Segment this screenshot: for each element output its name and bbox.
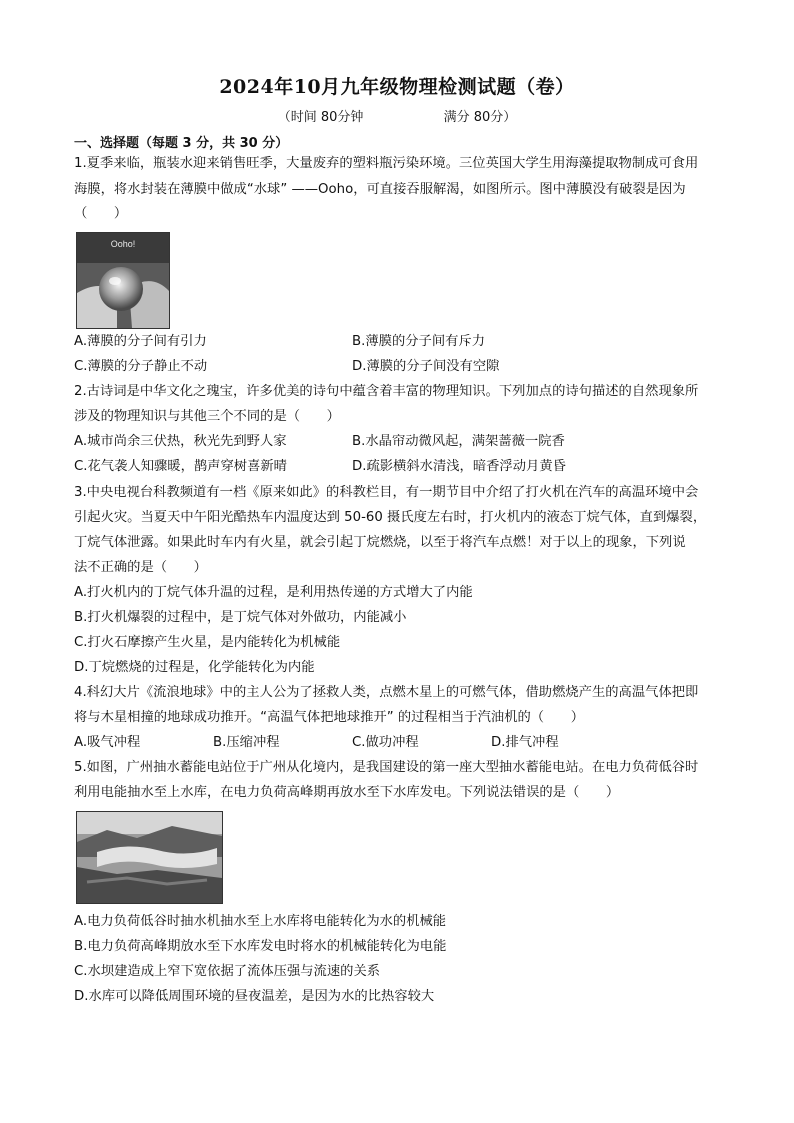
q4-option-b: B.压缩冲程	[213, 735, 280, 750]
q2-line-1: 2.古诗词是中华文化之瑰宝，许多优美的诗句中蕴含着丰富的物理知识。下列加点的诗句描述的自然现象所	[74, 384, 699, 399]
q5-line-1: 5.如图，广州抽水蓄能电站位于广州从化境内，是我国建设的第一座大型抽水蓄能电站。在电力负荷低谷时	[74, 760, 699, 775]
q4-option-d: D.排气冲程	[491, 735, 559, 750]
q4-option-a: A.吸气冲程	[74, 735, 141, 750]
q3-line-2: 引起火灾。当夏天中午阳光酷热车内温度达到 50-60 摄氏度左右时，打火机内的液态丁烷气体，直到爆裂，	[74, 510, 707, 525]
q3-option-d: D.丁烷燃烧的过程是，化学能转化为内能	[74, 660, 315, 675]
q5-option-b: B.电力负荷高峰期放水至下水库发电时将水的机械能转化为电能	[74, 939, 447, 954]
q3-line-4: 法不正确的是（ ）	[74, 560, 207, 575]
q1-line-1: 1.夏季来临，瓶装水迎来销售旺季，大量废弃的塑料瓶污染环境。三位英国大学生用海藻提取物制成可食用	[74, 156, 699, 171]
q1-line-2: 海膜，将水封装在薄膜中做成“水球” ——Ooho，可直接吞服解渴，如图所示。图中薄膜没有破裂是因为	[74, 182, 686, 197]
q4-line-1: 4.科幻大片《流浪地球》中的主人公为了拯救人类，点燃木星上的可燃气体，借助燃烧产生的高温气体把即	[74, 685, 699, 700]
q1-option-b: B.薄膜的分子间有斥力	[352, 334, 486, 349]
q3-line-3: 丁烷气体泄露。如果此时车内有火星，就会引起丁烷燃烧，以至于将汽车点燃！对于以上的现象，下列说	[74, 535, 686, 550]
q4-option-c: C.做功冲程	[352, 735, 419, 750]
q5-option-a: A.电力负荷低谷时抽水机抽水至上水库将电能转化为水的机械能	[74, 914, 447, 929]
q4-line-2: 将与木星相撞的地球成功推开。“高温气体把地球推开” 的过程相当于汽油机的（ ）	[74, 710, 584, 725]
section-heading: 一、选择题（每题 3 分，共 30 分）	[74, 136, 289, 151]
q2-option-b: B.水晶帘动微风起，满架蔷薇一院香	[352, 434, 565, 449]
q3-option-b: B.打火机爆裂的过程中，是丁烷气体对外做功，内能减小	[74, 610, 407, 625]
q3-option-a: A.打火机内的丁烷气体升温的过程，是利用热传递的方式增大了内能	[74, 585, 473, 600]
exam-info	[0, 106, 794, 125]
q1-option-a: A.薄膜的分子间有引力	[74, 334, 207, 349]
q3-option-c: C.打火石摩擦产生火星，是内能转化为机械能	[74, 635, 341, 650]
q1-line-3: （ ）	[74, 206, 128, 221]
q3-line-1: 3.中央电视台科教频道有一档《原来如此》的科教栏目，有一期节目中介绍了打火机在汽车的高温环境中会	[74, 485, 699, 500]
q2-line-2: 涉及的物理知识与其他三个不同的是（ ）	[74, 409, 340, 424]
q2-option-c: C.花气袭人知骤暖，鹊声穿树喜新晴	[74, 459, 287, 474]
ooho-caption: Ooho!	[110, 239, 136, 249]
exam-time: （时间 80分钟	[277, 110, 364, 125]
q2-option-d: D.疏影横斜水清浅，暗香浮动月黄昏	[352, 459, 566, 474]
q1-option-d: D.薄膜的分子间没有空隙	[352, 359, 500, 374]
page-title: 2024年10月九年级物理检测试题（卷）	[219, 76, 575, 98]
q5-line-2: 利用电能抽水至上水库，在电力负荷高峰期再放水至下水库发电。下列说法错误的是（ ）	[74, 785, 620, 800]
ooho-photo	[76, 232, 170, 329]
q5-option-c: C.水坝建造成上窄下宽依据了流体压强与流速的关系	[74, 964, 381, 979]
exam-score: 满分 80分）	[443, 110, 517, 125]
q2-option-a: A.城市尚余三伏热，秋光先到野人家	[74, 434, 287, 449]
q5-option-d: D.水库可以降低周围环境的昼夜温差，是因为水的比热容较大	[74, 989, 435, 1004]
reservoir-photo	[76, 811, 223, 904]
q1-option-c: C.薄膜的分子静止不动	[74, 359, 208, 374]
